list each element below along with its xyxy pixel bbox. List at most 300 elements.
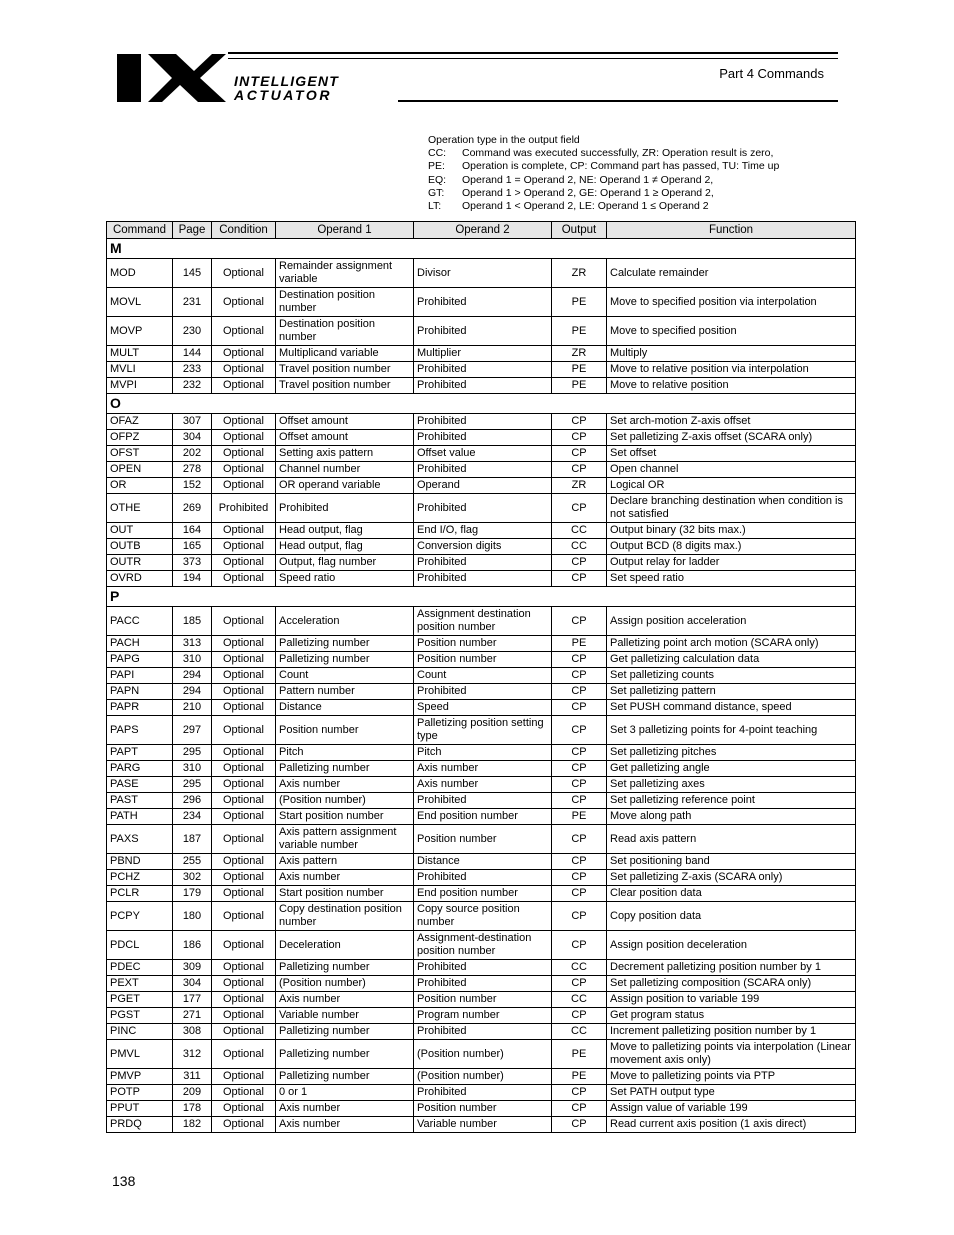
table-cell: Set speed ratio xyxy=(607,571,856,587)
table-cell: 145 xyxy=(173,259,212,288)
legend-row: GT: Operand 1 > Operand 2, GE: Operand 1 ≥ Operand 2, xyxy=(428,186,714,199)
table-cell: Prohibited xyxy=(414,494,552,523)
table-cell: Optional xyxy=(212,1040,276,1069)
table-row xyxy=(107,716,856,745)
table-cell: Set palletizing composition (SCARA only) xyxy=(607,976,856,992)
table-cell: Prohibited xyxy=(414,462,552,478)
table-row xyxy=(107,523,856,539)
table-cell: Acceleration xyxy=(276,607,414,636)
table-cell: Optional xyxy=(212,652,276,668)
table-cell: 311 xyxy=(173,1069,212,1085)
table-row xyxy=(107,362,856,378)
table-cell: Get palletizing angle xyxy=(607,761,856,777)
table-cell: Optional xyxy=(212,636,276,652)
table-cell: Prohibited xyxy=(414,288,552,317)
section-row xyxy=(107,587,856,607)
table-cell: OPEN xyxy=(107,462,173,478)
table-row xyxy=(107,478,856,494)
table-cell: PDEC xyxy=(107,960,173,976)
section-letter: O xyxy=(107,394,856,414)
table-cell: Conversion digits xyxy=(414,539,552,555)
table-cell: Variable number xyxy=(276,1008,414,1024)
table-cell: Speed ratio xyxy=(276,571,414,587)
table-cell: 186 xyxy=(173,931,212,960)
table-cell: Move to specified position xyxy=(607,317,856,346)
header-rule-top xyxy=(228,52,838,54)
table-cell: PE xyxy=(552,1040,607,1069)
table-cell: CP xyxy=(552,494,607,523)
table-cell: Optional xyxy=(212,462,276,478)
table-cell: PCHZ xyxy=(107,870,173,886)
table-cell: Operand xyxy=(414,478,552,494)
table-cell: CP xyxy=(552,1101,607,1117)
table-cell: CP xyxy=(552,462,607,478)
table-cell: Prohibited xyxy=(414,362,552,378)
table-cell: CP xyxy=(552,555,607,571)
table-cell: CP xyxy=(552,931,607,960)
table-cell: PE xyxy=(552,636,607,652)
table-body xyxy=(107,239,856,1133)
table-cell: Read axis pattern xyxy=(607,825,856,854)
table-cell: CP xyxy=(552,854,607,870)
table-cell: Assign position acceleration xyxy=(607,607,856,636)
table-cell: Optional xyxy=(212,684,276,700)
table-cell: Declare branching destination when condition is not satisfied xyxy=(607,494,856,523)
table-cell: Axis number xyxy=(276,777,414,793)
table-cell: Optional xyxy=(212,1101,276,1117)
table-cell: CP xyxy=(552,668,607,684)
table-cell: Optional xyxy=(212,700,276,716)
table-cell: Palletizing position setting type xyxy=(414,716,552,745)
table-cell: Remainder assignment variable xyxy=(276,259,414,288)
table-row xyxy=(107,346,856,362)
table-row xyxy=(107,414,856,430)
table-row xyxy=(107,745,856,761)
table-cell: CP xyxy=(552,870,607,886)
table-cell: 210 xyxy=(173,700,212,716)
table-cell: Optional xyxy=(212,539,276,555)
table-cell: CP xyxy=(552,446,607,462)
table-cell: Set offset xyxy=(607,446,856,462)
table-cell: Optional xyxy=(212,992,276,1008)
table-cell: (Position number) xyxy=(276,793,414,809)
table-cell: 310 xyxy=(173,652,212,668)
column-header: Function xyxy=(607,222,856,239)
section-row xyxy=(107,394,856,414)
table-cell: Assign position to variable 199 xyxy=(607,992,856,1008)
table-row xyxy=(107,870,856,886)
table-cell: PASE xyxy=(107,777,173,793)
table-cell: 209 xyxy=(173,1085,212,1101)
table-cell: Destination position number xyxy=(276,317,414,346)
table-cell: Output relay for ladder xyxy=(607,555,856,571)
column-header: Operand 2 xyxy=(414,222,552,239)
table-cell: Optional xyxy=(212,1085,276,1101)
table-cell: Optional xyxy=(212,1117,276,1133)
table-cell: 178 xyxy=(173,1101,212,1117)
table-cell: (Position number) xyxy=(414,1040,552,1069)
table-cell: Pattern number xyxy=(276,684,414,700)
table-cell: MOVL xyxy=(107,288,173,317)
table-cell: 294 xyxy=(173,668,212,684)
table-cell: CC xyxy=(552,992,607,1008)
table-row xyxy=(107,854,856,870)
table-cell: Move to palletizing points via PTP xyxy=(607,1069,856,1085)
table-cell: Axis number xyxy=(276,1101,414,1117)
table-header-row xyxy=(107,222,856,239)
table-row xyxy=(107,430,856,446)
table-cell: Multiply xyxy=(607,346,856,362)
table-cell: 304 xyxy=(173,430,212,446)
table-cell: Position number xyxy=(414,825,552,854)
table-cell: Optional xyxy=(212,777,276,793)
table-cell: Position number xyxy=(414,636,552,652)
table-cell: PAPN xyxy=(107,684,173,700)
table-cell: Axis number xyxy=(414,761,552,777)
table-cell: (Position number) xyxy=(276,976,414,992)
table-cell: Optional xyxy=(212,745,276,761)
table-cell: Prohibited xyxy=(414,870,552,886)
table-cell: PACH xyxy=(107,636,173,652)
table-cell: Optional xyxy=(212,378,276,394)
table-cell: PE xyxy=(552,378,607,394)
table-cell: Palletizing number xyxy=(276,1040,414,1069)
table-cell: Prohibited xyxy=(414,793,552,809)
table-cell: 164 xyxy=(173,523,212,539)
table-row xyxy=(107,288,856,317)
table-cell: Output, flag number xyxy=(276,555,414,571)
table-cell: PATH xyxy=(107,809,173,825)
table-cell: Optional xyxy=(212,761,276,777)
table-cell: CP xyxy=(552,700,607,716)
column-header: Output xyxy=(552,222,607,239)
table-cell: PACC xyxy=(107,607,173,636)
table-row xyxy=(107,809,856,825)
table-cell: CC xyxy=(552,523,607,539)
table-cell: PAPR xyxy=(107,700,173,716)
table-cell: 152 xyxy=(173,478,212,494)
table-cell: 185 xyxy=(173,607,212,636)
table-cell: 307 xyxy=(173,414,212,430)
table-cell: PINC xyxy=(107,1024,173,1040)
table-cell: Prohibited xyxy=(414,430,552,446)
table-row xyxy=(107,777,856,793)
table-cell: PE xyxy=(552,288,607,317)
table-cell: CP xyxy=(552,825,607,854)
table-cell: Decrement palletizing position number by 1 xyxy=(607,960,856,976)
table-cell: Deceleration xyxy=(276,931,414,960)
table-cell: Get palletizing calculation data xyxy=(607,652,856,668)
column-header: Command xyxy=(107,222,173,239)
table-row xyxy=(107,684,856,700)
table-cell: MULT xyxy=(107,346,173,362)
table-cell: Distance xyxy=(276,700,414,716)
table-cell: Move to palletizing points via interpolation (Linear movement axis only) xyxy=(607,1040,856,1069)
table-cell: Optional xyxy=(212,346,276,362)
table-cell: OUTB xyxy=(107,539,173,555)
table-cell: Axis number xyxy=(414,777,552,793)
table-cell: Move along path xyxy=(607,809,856,825)
table-row xyxy=(107,446,856,462)
table-cell: OTHE xyxy=(107,494,173,523)
table-cell: OR operand variable xyxy=(276,478,414,494)
header-rule-top-thin xyxy=(228,58,838,59)
table-cell: PDCL xyxy=(107,931,173,960)
table-cell: Axis pattern assignment variable number xyxy=(276,825,414,854)
table-cell: Distance xyxy=(414,854,552,870)
table-cell: Set 3 palletizing points for 4-point teaching xyxy=(607,716,856,745)
table-cell: PE xyxy=(552,1069,607,1085)
table-cell: 295 xyxy=(173,777,212,793)
table-cell: Optional xyxy=(212,362,276,378)
table-cell: Travel position number xyxy=(276,378,414,394)
table-cell: PPUT xyxy=(107,1101,173,1117)
table-row xyxy=(107,259,856,288)
table-cell: Copy position data xyxy=(607,902,856,931)
table-cell: Axis number xyxy=(276,870,414,886)
brand-line2: ACTUATOR xyxy=(234,87,333,103)
table-cell: Prohibited xyxy=(414,1024,552,1040)
table-cell: Axis number xyxy=(276,1117,414,1133)
table-cell: CP xyxy=(552,607,607,636)
table-row xyxy=(107,976,856,992)
table-cell: Palletizing number xyxy=(276,1024,414,1040)
table-cell: MVLI xyxy=(107,362,173,378)
table-cell: 297 xyxy=(173,716,212,745)
table-cell: Head output, flag xyxy=(276,539,414,555)
table-cell: Destination position number xyxy=(276,288,414,317)
table-cell: Set PUSH command distance, speed xyxy=(607,700,856,716)
table-cell: CC xyxy=(552,1024,607,1040)
table-cell: Set palletizing axes xyxy=(607,777,856,793)
table-cell: Set palletizing Z-axis offset (SCARA only) xyxy=(607,430,856,446)
table-cell: Optional xyxy=(212,478,276,494)
table-row xyxy=(107,1117,856,1133)
legend-row: CC: Command was executed successfully, ZR: Operation result is zero, xyxy=(428,147,774,160)
table-cell: CP xyxy=(552,976,607,992)
table-cell: Prohibited xyxy=(414,571,552,587)
table-row xyxy=(107,607,856,636)
table-cell: Position number xyxy=(414,1101,552,1117)
column-header: Condition xyxy=(212,222,276,239)
table-cell: Output binary (32 bits max.) xyxy=(607,523,856,539)
table-cell: Optional xyxy=(212,854,276,870)
table-cell: CC xyxy=(552,539,607,555)
table-cell: Divisor xyxy=(414,259,552,288)
table-cell: 230 xyxy=(173,317,212,346)
table-row xyxy=(107,825,856,854)
table-cell: 313 xyxy=(173,636,212,652)
table-cell: PAPG xyxy=(107,652,173,668)
table-cell: Variable number xyxy=(414,1117,552,1133)
table-cell: 177 xyxy=(173,992,212,1008)
table-cell: Optional xyxy=(212,976,276,992)
table-cell: PAPT xyxy=(107,745,173,761)
table-cell: Optional xyxy=(212,793,276,809)
table-cell: Position number xyxy=(276,716,414,745)
table-cell: Optional xyxy=(212,414,276,430)
table-cell: 255 xyxy=(173,854,212,870)
table-cell: Optional xyxy=(212,1008,276,1024)
table-cell: End position number xyxy=(414,886,552,902)
table-row xyxy=(107,668,856,684)
table-cell: CP xyxy=(552,745,607,761)
table-row xyxy=(107,931,856,960)
table-row xyxy=(107,494,856,523)
table-cell: PGET xyxy=(107,992,173,1008)
table-cell: PRDQ xyxy=(107,1117,173,1133)
table-row xyxy=(107,636,856,652)
table-cell: Prohibited xyxy=(414,684,552,700)
table-cell: 187 xyxy=(173,825,212,854)
table-cell: Optional xyxy=(212,960,276,976)
table-cell: 269 xyxy=(173,494,212,523)
table-cell: Axis pattern xyxy=(276,854,414,870)
table-row xyxy=(107,1069,856,1085)
table-cell: Assign value of variable 199 xyxy=(607,1101,856,1117)
table-cell: OVRD xyxy=(107,571,173,587)
table-cell: Count xyxy=(276,668,414,684)
table-row xyxy=(107,317,856,346)
table-cell: Open channel xyxy=(607,462,856,478)
table-cell: Palletizing number xyxy=(276,960,414,976)
table-row xyxy=(107,960,856,976)
table-cell: Optional xyxy=(212,317,276,346)
table-cell: Optional xyxy=(212,886,276,902)
table-cell: 165 xyxy=(173,539,212,555)
table-cell: Assignment-destination position number xyxy=(414,931,552,960)
table-cell: MOVP xyxy=(107,317,173,346)
table-cell: OFST xyxy=(107,446,173,462)
table-cell: Copy source position number xyxy=(414,902,552,931)
table-cell: PBND xyxy=(107,854,173,870)
table-cell: Prohibited xyxy=(414,317,552,346)
table-row xyxy=(107,886,856,902)
table-cell: Clear position data xyxy=(607,886,856,902)
column-header: Operand 1 xyxy=(276,222,414,239)
table-cell: 310 xyxy=(173,761,212,777)
table-cell: CP xyxy=(552,793,607,809)
table-cell: End I/O, flag xyxy=(414,523,552,539)
table-cell: 278 xyxy=(173,462,212,478)
table-cell: 234 xyxy=(173,809,212,825)
table-row xyxy=(107,793,856,809)
table-row xyxy=(107,992,856,1008)
table-cell: 144 xyxy=(173,346,212,362)
table-row xyxy=(107,378,856,394)
table-cell: Palletizing number xyxy=(276,1069,414,1085)
table-cell: End position number xyxy=(414,809,552,825)
header-rule-bottom xyxy=(398,100,838,102)
table-cell: CP xyxy=(552,902,607,931)
table-cell: Set positioning band xyxy=(607,854,856,870)
table-cell: ZR xyxy=(552,478,607,494)
table-cell: Speed xyxy=(414,700,552,716)
table-cell: 231 xyxy=(173,288,212,317)
table-cell: Set palletizing pitches xyxy=(607,745,856,761)
table-cell: PGST xyxy=(107,1008,173,1024)
table-cell: Optional xyxy=(212,825,276,854)
table-cell: Optional xyxy=(212,259,276,288)
table-cell: Start position number xyxy=(276,886,414,902)
table-row xyxy=(107,539,856,555)
table-cell: CP xyxy=(552,777,607,793)
table-cell: 202 xyxy=(173,446,212,462)
table-cell: Optional xyxy=(212,571,276,587)
table-row xyxy=(107,652,856,668)
table-cell: Prohibited xyxy=(414,555,552,571)
table-row xyxy=(107,1008,856,1024)
table-cell: PCPY xyxy=(107,902,173,931)
table-cell: OFAZ xyxy=(107,414,173,430)
table-cell: Program number xyxy=(414,1008,552,1024)
table-cell: Optional xyxy=(212,716,276,745)
table-cell: Optional xyxy=(212,1024,276,1040)
table-cell: PMVP xyxy=(107,1069,173,1085)
table-cell: PAXS xyxy=(107,825,173,854)
table-cell: Optional xyxy=(212,931,276,960)
section-letter: P xyxy=(107,587,856,607)
table-cell: Assignment destination position number xyxy=(414,607,552,636)
table-cell: Copy destination position number xyxy=(276,902,414,931)
table-cell: CP xyxy=(552,652,607,668)
legend-row: EQ: Operand 1 = Operand 2, NE: Operand 1 ≠ Operand 2, xyxy=(428,173,714,186)
table-cell: 304 xyxy=(173,976,212,992)
table-cell: MVPI xyxy=(107,378,173,394)
table-cell: CP xyxy=(552,716,607,745)
table-cell: CP xyxy=(552,1117,607,1133)
table-cell: Palletizing number xyxy=(276,761,414,777)
table-cell: Move to specified position via interpolation xyxy=(607,288,856,317)
table-cell: PEXT xyxy=(107,976,173,992)
table-cell: Set palletizing counts xyxy=(607,668,856,684)
table-cell: 302 xyxy=(173,870,212,886)
command-table xyxy=(106,221,856,1133)
table-cell: CP xyxy=(552,761,607,777)
table-cell: Move to relative position xyxy=(607,378,856,394)
table-cell: PARG xyxy=(107,761,173,777)
table-cell: PAPS xyxy=(107,716,173,745)
table-cell: 308 xyxy=(173,1024,212,1040)
table-cell: Pitch xyxy=(276,745,414,761)
table-cell: Optional xyxy=(212,288,276,317)
table-cell: Move to relative position via interpolation xyxy=(607,362,856,378)
table-cell: CP xyxy=(552,414,607,430)
brand-line1: INTELLIGENT xyxy=(234,73,339,89)
table-cell: 233 xyxy=(173,362,212,378)
table-cell: Optional xyxy=(212,809,276,825)
table-cell: Pitch xyxy=(414,745,552,761)
legend-row: PE: Operation is complete, CP: Command part has passed, TU: Time up xyxy=(428,160,780,173)
table-cell: POTP xyxy=(107,1085,173,1101)
table-cell: 271 xyxy=(173,1008,212,1024)
table-cell: Get program status xyxy=(607,1008,856,1024)
table-cell: Optional xyxy=(212,446,276,462)
table-row xyxy=(107,1101,856,1117)
table-cell: Optional xyxy=(212,430,276,446)
table-cell: 0 or 1 xyxy=(276,1085,414,1101)
table-cell: 232 xyxy=(173,378,212,394)
table-cell: Optional xyxy=(212,902,276,931)
table-cell: Prohibited xyxy=(212,494,276,523)
table-cell: Optional xyxy=(212,523,276,539)
table-cell: Palletizing point arch motion (SCARA only) xyxy=(607,636,856,652)
table-cell: Prohibited xyxy=(414,976,552,992)
section-title: Part 4 Commands xyxy=(719,66,824,81)
table-row xyxy=(107,902,856,931)
table-cell: Start position number xyxy=(276,809,414,825)
table-cell: Travel position number xyxy=(276,362,414,378)
